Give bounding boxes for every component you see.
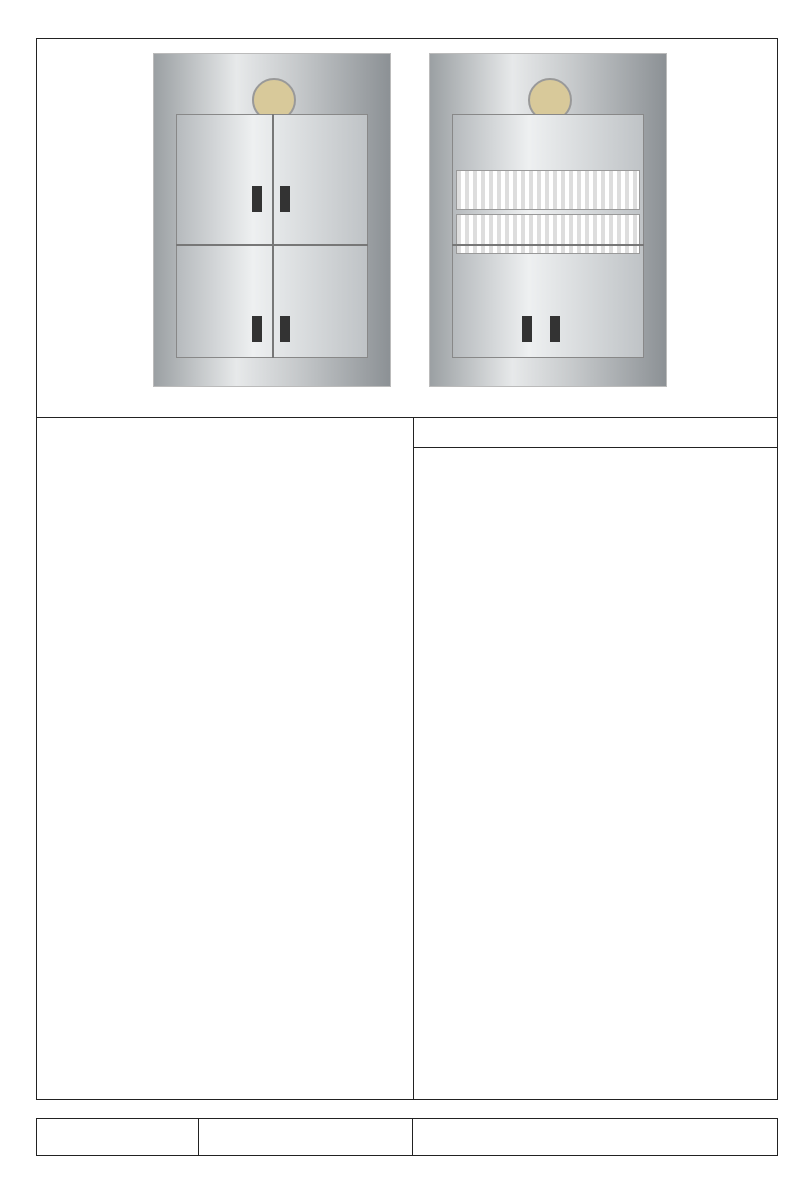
fridge-photo-closed bbox=[153, 53, 391, 387]
weight-label bbox=[37, 1119, 199, 1155]
params-header bbox=[37, 417, 413, 447]
features-text bbox=[414, 447, 778, 456]
spec-table bbox=[36, 38, 778, 1100]
features-header bbox=[414, 417, 778, 447]
fridge-photo-open bbox=[429, 53, 667, 387]
weight-value bbox=[199, 1119, 413, 1155]
features-column bbox=[413, 417, 778, 1099]
photo-area bbox=[37, 39, 777, 419]
weight-row bbox=[36, 1118, 778, 1156]
